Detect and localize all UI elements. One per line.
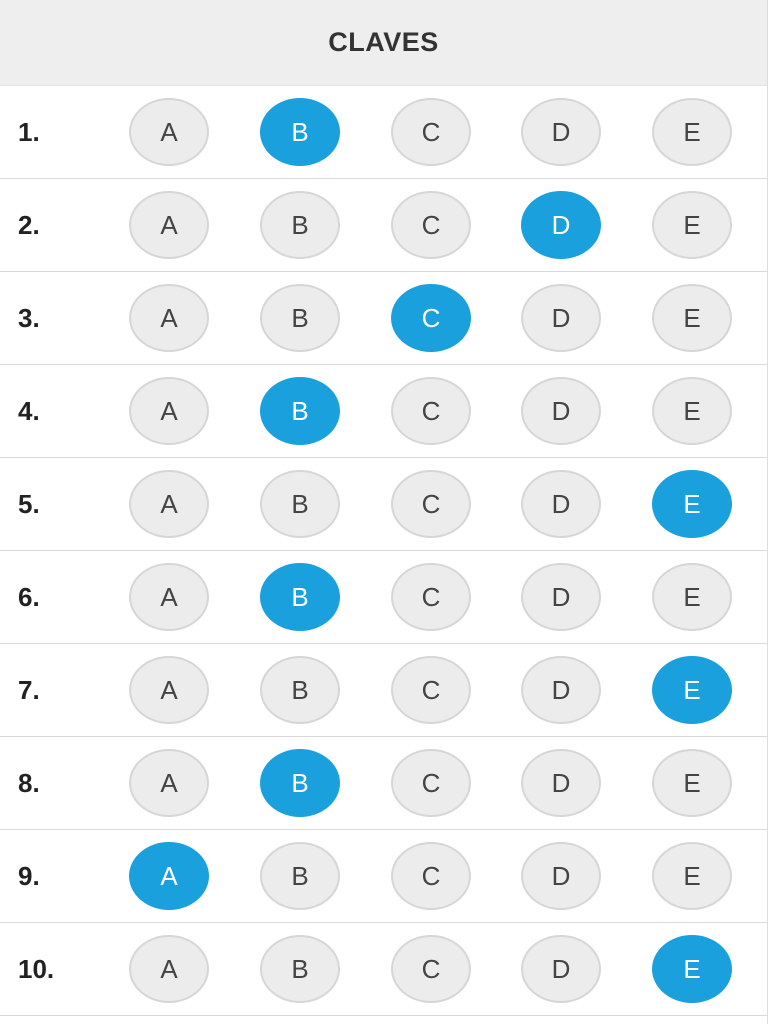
- option-b-button[interactable]: B: [260, 749, 340, 817]
- question-number: 8.: [18, 767, 40, 798]
- option-e-button[interactable]: E: [652, 98, 732, 166]
- question-number: 10.: [18, 953, 55, 984]
- option-a-button[interactable]: A: [129, 935, 209, 1003]
- question-row: [0, 644, 767, 737]
- option-c-button[interactable]: C: [391, 470, 471, 538]
- option-b-button[interactable]: B: [260, 98, 340, 166]
- option-b-button[interactable]: B: [260, 656, 340, 724]
- option-b-button[interactable]: B: [260, 935, 340, 1003]
- option-d-button[interactable]: D: [521, 284, 601, 352]
- option-d-button[interactable]: D: [521, 377, 601, 445]
- question-number: 2.: [18, 209, 40, 240]
- page-title: CLAVES: [328, 27, 439, 57]
- option-c-button[interactable]: C: [391, 377, 471, 445]
- option-d-button[interactable]: D: [521, 98, 601, 166]
- option-b-button[interactable]: B: [260, 284, 340, 352]
- option-c-button[interactable]: C: [391, 842, 471, 910]
- option-a-button[interactable]: A: [129, 98, 209, 166]
- question-list: [0, 86, 767, 1016]
- option-e-button[interactable]: E: [652, 563, 732, 631]
- option-a-button[interactable]: A: [129, 284, 209, 352]
- option-c-button[interactable]: C: [391, 284, 471, 352]
- option-b-button[interactable]: B: [260, 191, 340, 259]
- question-row: [0, 737, 767, 830]
- option-a-button[interactable]: A: [129, 470, 209, 538]
- option-e-button[interactable]: E: [652, 656, 732, 724]
- option-d-button[interactable]: D: [521, 935, 601, 1003]
- question-row: [0, 830, 767, 923]
- question-number: 9.: [18, 860, 40, 891]
- option-a-button[interactable]: A: [129, 842, 209, 910]
- question-row: [0, 458, 767, 551]
- option-c-button[interactable]: C: [391, 98, 471, 166]
- option-e-button[interactable]: E: [652, 377, 732, 445]
- option-e-button[interactable]: E: [652, 284, 732, 352]
- question-row: [0, 551, 767, 644]
- option-d-button[interactable]: D: [521, 563, 601, 631]
- question-row: [0, 923, 767, 1016]
- option-d-button[interactable]: D: [521, 470, 601, 538]
- option-e-button[interactable]: E: [652, 470, 732, 538]
- question-number: 5.: [18, 488, 40, 519]
- option-a-button[interactable]: A: [129, 377, 209, 445]
- option-b-button[interactable]: B: [260, 842, 340, 910]
- option-d-button[interactable]: D: [521, 191, 601, 259]
- question-number: 3.: [18, 302, 40, 333]
- option-e-button[interactable]: E: [652, 749, 732, 817]
- question-number: 1.: [18, 116, 40, 147]
- option-b-button[interactable]: B: [260, 563, 340, 631]
- question-number: 6.: [18, 581, 40, 612]
- option-b-button[interactable]: B: [260, 470, 340, 538]
- question-row: [0, 365, 767, 458]
- option-c-button[interactable]: C: [391, 749, 471, 817]
- question-row: [0, 179, 767, 272]
- option-e-button[interactable]: E: [652, 191, 732, 259]
- option-c-button[interactable]: C: [391, 656, 471, 724]
- option-c-button[interactable]: C: [391, 935, 471, 1003]
- option-d-button[interactable]: D: [521, 842, 601, 910]
- option-a-button[interactable]: A: [129, 749, 209, 817]
- question-number: 4.: [18, 395, 40, 426]
- question-row: [0, 86, 767, 179]
- question-row: [0, 272, 767, 365]
- option-e-button[interactable]: E: [652, 935, 732, 1003]
- option-d-button[interactable]: D: [521, 749, 601, 817]
- option-a-button[interactable]: A: [129, 563, 209, 631]
- option-b-button[interactable]: B: [260, 377, 340, 445]
- option-e-button[interactable]: E: [652, 842, 732, 910]
- option-a-button[interactable]: A: [129, 656, 209, 724]
- header-bar: [0, 0, 767, 86]
- option-a-button[interactable]: A: [129, 191, 209, 259]
- option-c-button[interactable]: C: [391, 563, 471, 631]
- option-d-button[interactable]: D: [521, 656, 601, 724]
- question-number: 7.: [18, 674, 40, 705]
- option-c-button[interactable]: C: [391, 191, 471, 259]
